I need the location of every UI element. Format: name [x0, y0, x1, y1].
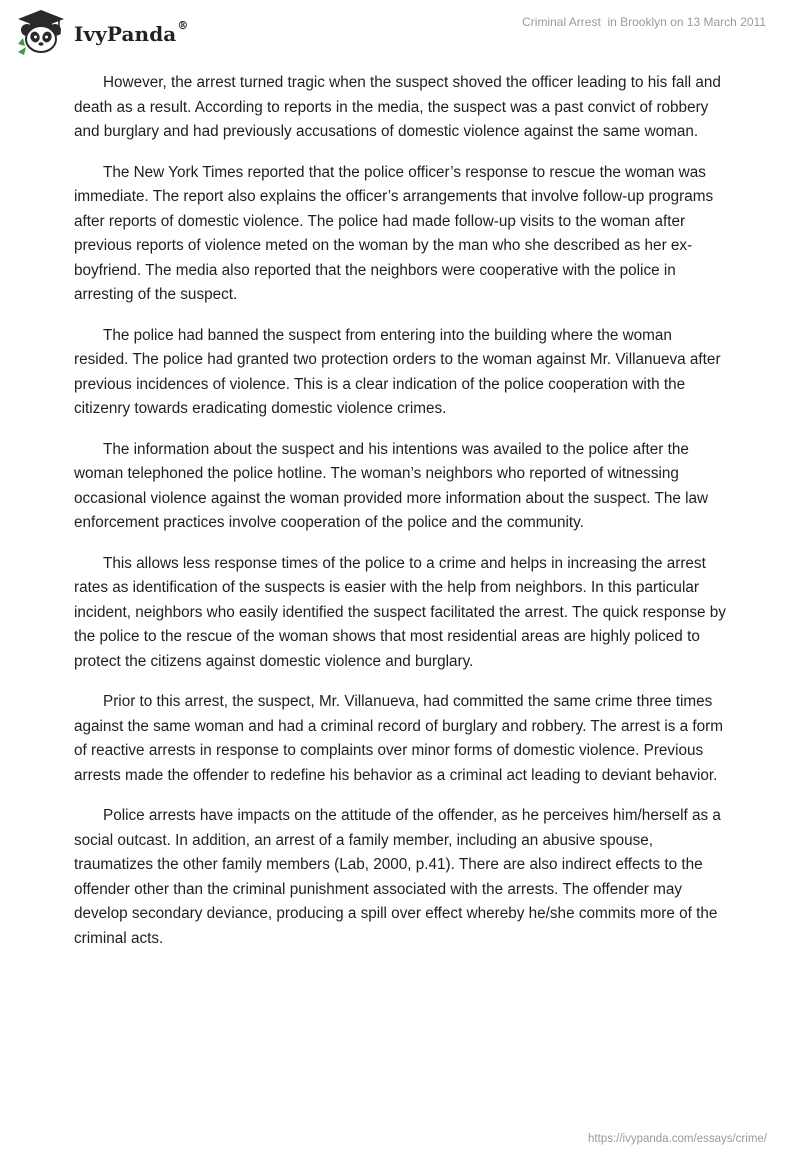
- paragraph: Police arrests have impacts on the attitude of the offender, as he perceives him/herself as a social outcast. In addition, an arrest of a family member, including an abusive spouse, traumatizes the other family members (Lab, 2000, p.41). There are also indirect effects to the offender other than the criminal punishment associated with the arrests. The offender may develop secondary deviance, producing a spill over effect whereby he/she commits more of the criminal acts.: [74, 807, 721, 947]
- brand-logo[interactable]: [14, 8, 188, 58]
- paragraph: The New York Times reported that the police officer’s response to rescue the woman was immediate. The report also explains the officer’s arrangements that involve follow-up programs after reports of domestic violence. The police had made follow-up visits to the woman after previous reports of violence meted on the woman by the man who she described as her ex-boyfriend. The media also reported that the neighbors were cooperative with the police in arresting of the suspect.: [74, 163, 714, 303]
- source-url-link[interactable]: https://ivypanda.com/essays/crime/: [588, 1133, 767, 1145]
- paragraph: Prior to this arrest, the suspect, Mr. Villanueva, had committed the same crime three times against the same woman and had a criminal record of burglary and robbery. The arrest is a form of reactive arrests in response to complaints over minor forms of domestic violence. Previous arrests made the offender to redefine his behavior as a criminal act leading to deviant behavior.: [74, 693, 724, 784]
- essay-body: [74, 71, 728, 967]
- document-title: Criminal Arrest in Brooklyn on 13 March 2011: [522, 15, 766, 29]
- paragraph: However, the arrest turned tragic when the suspect shoved the officer leading to his fall and death as a result. According to reports in the media, the suspect was a past convict of robbery and burglary and had previously accusations of domestic violence against the same woman.: [74, 74, 721, 140]
- brand-name: IvyPanda®: [74, 19, 189, 46]
- paragraph: This allows less response times of the police to a crime and helps in increasing the arrest rates as identification of the suspects is easier with the help from neighbors. In this particular incident, neighbors who easily identified the suspect facilitated the arrest. The quick response by the police to the rescue of the woman shows that most residential areas are highly policed to protect the citizens against domestic violence and burglary.: [74, 554, 726, 670]
- panda-graduate-icon: [14, 8, 68, 58]
- page-header: [0, 0, 800, 70]
- paragraph: The police had banned the suspect from entering into the building where the woman resided. The police had granted two protection orders to the woman against Mr. Villanueva after previous incidences of violence. This is a clear indication of the police cooperation with the citizenry towards eradicating domestic violence crimes.: [74, 326, 721, 417]
- paragraph: The information about the suspect and his intentions was availed to the police after the woman telephoned the police hotline. The woman’s neighbors who reported of witnessing occasional violence against the woman provided more information about the suspect. The law enforcement practices involve cooperation of the police and the community.: [74, 440, 709, 531]
